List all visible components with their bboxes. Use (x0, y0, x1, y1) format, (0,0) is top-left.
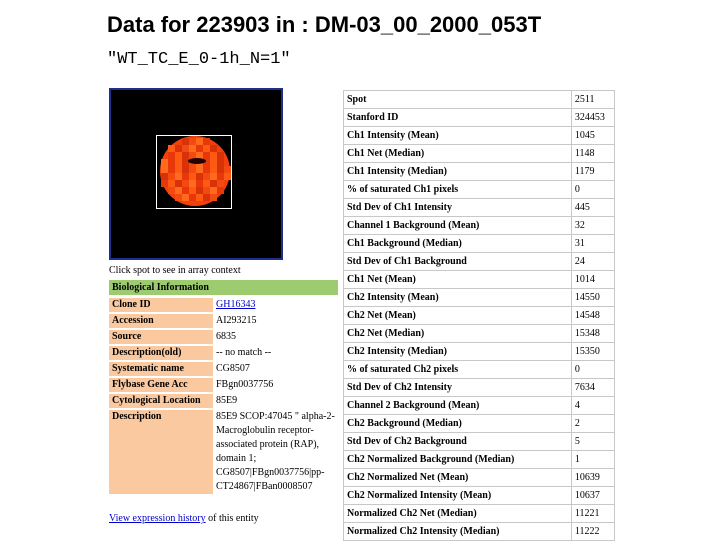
bio-info-row (109, 298, 338, 312)
stats-value: 1014 (571, 271, 614, 289)
bio-info-row (109, 330, 338, 344)
stats-label: Channel 2 Background (Mean) (344, 397, 572, 415)
bio-info-row (109, 362, 338, 376)
stats-label: Ch2 Intensity (Mean) (344, 289, 572, 307)
bio-info-header: Biological Information (109, 280, 338, 295)
stats-row (344, 343, 615, 361)
bio-info-value-cell: -- no match -- (213, 346, 338, 360)
stats-label: Ch2 Background (Median) (344, 415, 572, 433)
bio-info-row (109, 410, 338, 494)
stats-row (344, 451, 615, 469)
bio-info-label: Description (109, 410, 213, 494)
stats-row (344, 379, 615, 397)
bio-info-row (109, 394, 338, 408)
stats-value: 445 (571, 199, 614, 217)
stats-value: 0 (571, 181, 614, 199)
history-suffix: of this entity (205, 513, 259, 524)
bio-info-value-cell: AI293215 (213, 314, 338, 328)
page-subtitle: "WT_TC_E_0-1h_N=1" (107, 50, 291, 69)
stats-row (344, 91, 615, 109)
stats-row (344, 217, 615, 235)
stats-row (344, 325, 615, 343)
stats-row (344, 181, 615, 199)
stats-row (344, 469, 615, 487)
bio-info-row (109, 346, 338, 360)
stats-value: 1179 (571, 163, 614, 181)
stats-label: Ch2 Net (Median) (344, 325, 572, 343)
stats-value: 7634 (571, 379, 614, 397)
stats-value: 2 (571, 415, 614, 433)
stats-row (344, 271, 615, 289)
stats-value: 15350 (571, 343, 614, 361)
stats-value: 31 (571, 235, 614, 253)
stats-label: Ch2 Normalized Intensity (Mean) (344, 487, 572, 505)
stats-value: 11221 (571, 505, 614, 523)
stats-label: Channel 1 Background (Mean) (344, 217, 572, 235)
stats-row (344, 289, 615, 307)
stats-row (344, 109, 615, 127)
stats-label: Normalized Ch2 Intensity (Median) (344, 523, 572, 541)
stats-label: Ch2 Normalized Net (Mean) (344, 469, 572, 487)
stats-row (344, 487, 615, 505)
stats-row (344, 235, 615, 253)
stats-value: 14548 (571, 307, 614, 325)
stats-value: 0 (571, 361, 614, 379)
stats-row (344, 397, 615, 415)
bio-info-row (109, 378, 338, 392)
stats-label: Ch1 Net (Mean) (344, 271, 572, 289)
page-title: Data for 223903 in : DM-03_00_2000_053T (107, 12, 542, 37)
stats-row (344, 505, 615, 523)
stats-label: Ch2 Normalized Background (Median) (344, 451, 572, 469)
stats-value: 10637 (571, 487, 614, 505)
stats-value: 324453 (571, 109, 614, 127)
bio-info-table (109, 296, 338, 496)
stats-row (344, 415, 615, 433)
stats-value: 5 (571, 433, 614, 451)
bio-info-value-cell (213, 298, 338, 312)
stats-label: Ch1 Net (Median) (344, 145, 572, 163)
stats-label: Ch2 Net (Mean) (344, 307, 572, 325)
bio-info-label: Clone ID (109, 298, 213, 312)
stats-row (344, 307, 615, 325)
stats-row (344, 361, 615, 379)
bio-info-label: Source (109, 330, 213, 344)
stats-value: 1045 (571, 127, 614, 145)
bio-info-value-cell: 85E9 SCOP:47045 " alpha-2-Macroglobulin receptor-associated protein (RAP), domain 1; CG8507|FBgn0037756|pp-CT24867|FBan0008507 (213, 410, 338, 494)
stats-value: 10639 (571, 469, 614, 487)
bio-info-row (109, 314, 338, 328)
view-history-link[interactable]: View expression history (109, 513, 206, 524)
bio-info-label: Cytological Location (109, 394, 213, 408)
clone-id-link[interactable]: GH16343 (216, 299, 256, 310)
stats-label: Ch1 Intensity (Median) (344, 163, 572, 181)
stats-label: Std Dev of Ch1 Intensity (344, 199, 572, 217)
spot-image[interactable] (109, 88, 283, 260)
stats-row (344, 145, 615, 163)
stats-label: % of saturated Ch2 pixels (344, 361, 572, 379)
stats-label: Ch1 Intensity (Mean) (344, 127, 572, 145)
bio-info-label: Systematic name (109, 362, 213, 376)
bio-info-label: Flybase Gene Acc (109, 378, 213, 392)
stats-row (344, 163, 615, 181)
stats-row (344, 199, 615, 217)
stats-value: 2511 (571, 91, 614, 109)
spot-caption: Click spot to see in array context (109, 265, 241, 276)
stats-value: 15348 (571, 325, 614, 343)
stats-row (344, 433, 615, 451)
bio-info-value-cell: 85E9 (213, 394, 338, 408)
stats-label: Ch2 Intensity (Median) (344, 343, 572, 361)
stats-label: Normalized Ch2 Net (Median) (344, 505, 572, 523)
stats-label: Std Dev of Ch2 Intensity (344, 379, 572, 397)
spot-frame (156, 135, 232, 209)
stats-value: 1 (571, 451, 614, 469)
stats-row (344, 127, 615, 145)
stats-value: 14550 (571, 289, 614, 307)
spot-stats-table (343, 90, 615, 541)
history-line (109, 513, 259, 524)
stats-row (344, 253, 615, 271)
stats-value: 11222 (571, 523, 614, 541)
stats-label: Std Dev of Ch2 Background (344, 433, 572, 451)
stats-label: % of saturated Ch1 pixels (344, 181, 572, 199)
bio-info-value-cell: CG8507 (213, 362, 338, 376)
stats-row (344, 523, 615, 541)
stats-value: 32 (571, 217, 614, 235)
bio-info-value-cell: FBgn0037756 (213, 378, 338, 392)
bio-info-value-cell: 6835 (213, 330, 338, 344)
bio-info-label: Accession (109, 314, 213, 328)
stats-value: 4 (571, 397, 614, 415)
bio-info-label: Description(old) (109, 346, 213, 360)
stats-label: Stanford ID (344, 109, 572, 127)
stats-value: 24 (571, 253, 614, 271)
stats-label: Std Dev of Ch1 Background (344, 253, 572, 271)
stats-label: Spot (344, 91, 572, 109)
stats-value: 1148 (571, 145, 614, 163)
stats-label: Ch1 Background (Median) (344, 235, 572, 253)
